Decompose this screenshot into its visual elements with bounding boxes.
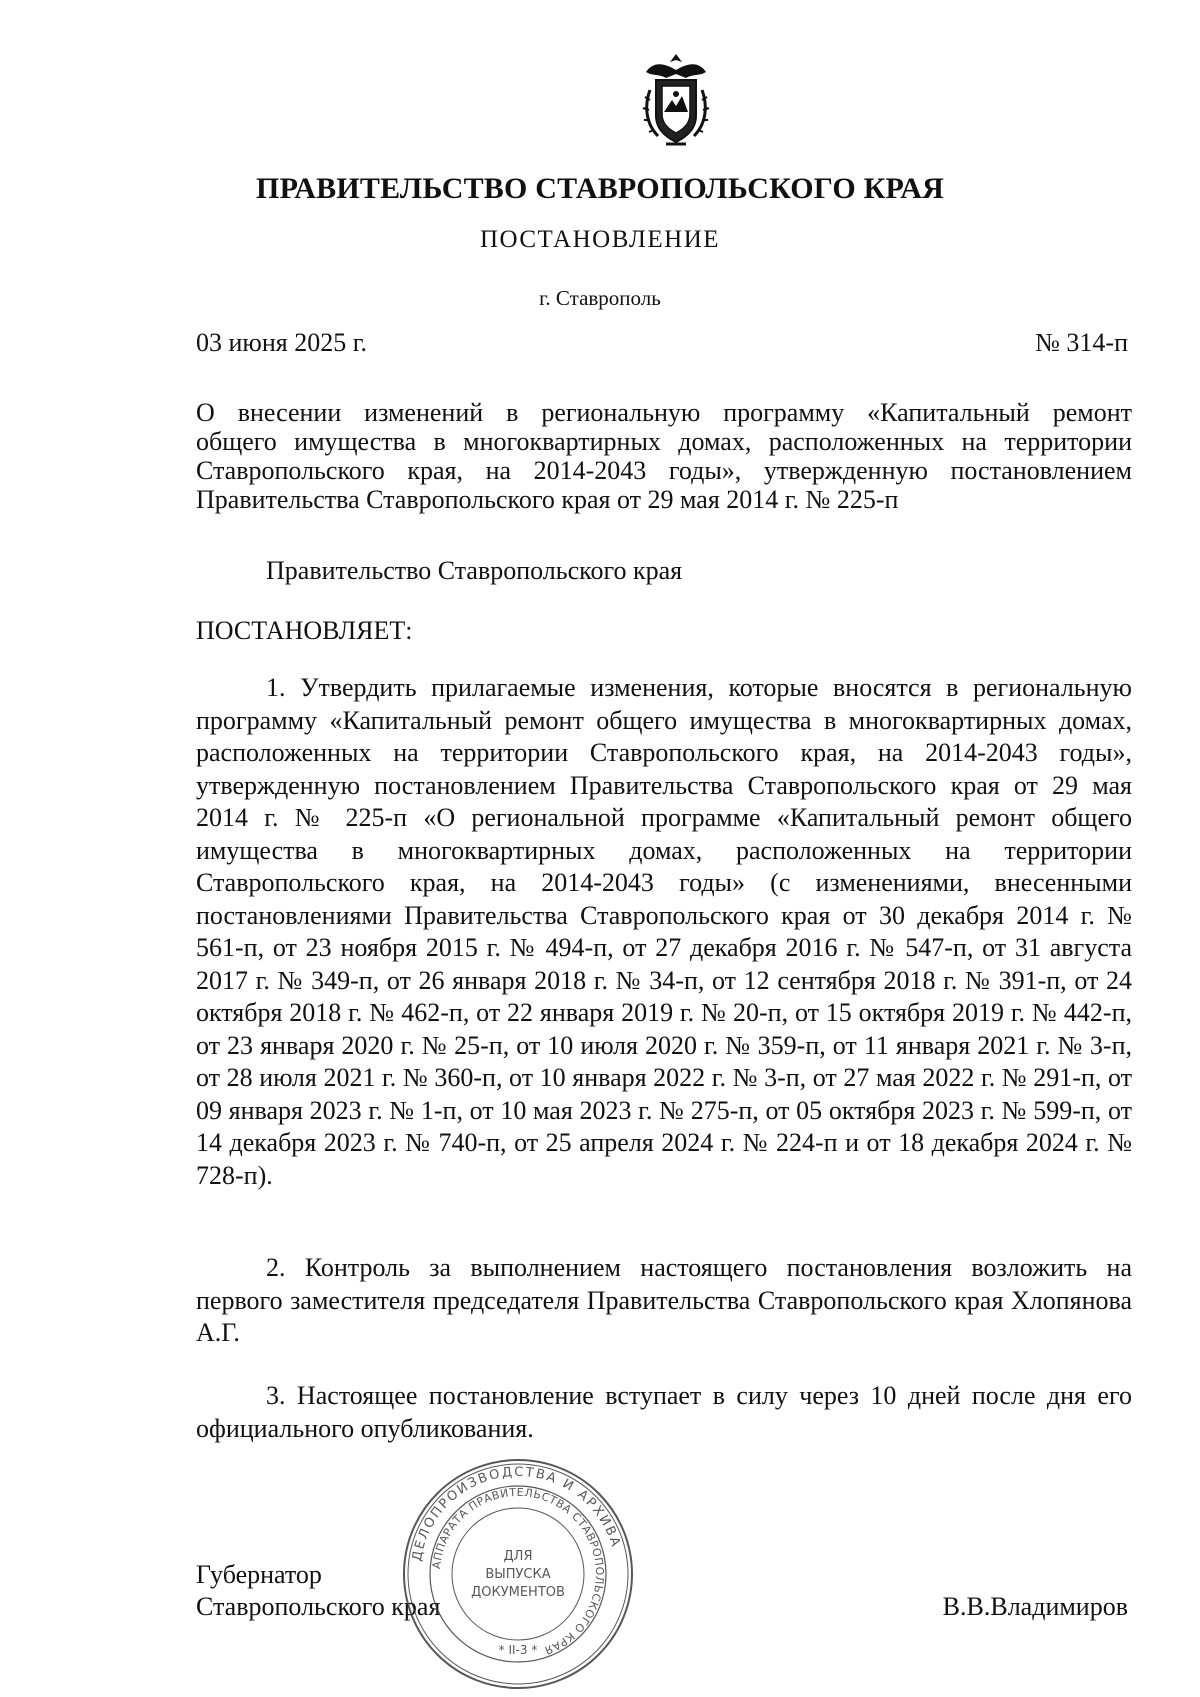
- stamp-outer-text: ДЕЛОПРОИЗВОДСТВА И АРХИВА: [409, 1464, 624, 1563]
- document-type: ПОСТАНОВЛЕНИЕ: [479, 226, 721, 253]
- official-stamp: [400, 1456, 636, 1692]
- document-number: № 314-п: [1035, 328, 1128, 357]
- preamble-organization: Правительство Ставропольского края: [266, 556, 683, 585]
- stamp-middle-text: АППАРАТА ПРАВИТЕЛЬСТВА СТАВРОПОЛЬСКОГО КРАЯ: [430, 1485, 607, 1658]
- stamp-center-line1: ДЛЯ: [503, 1549, 533, 1564]
- coat-of-arms-icon: [636, 50, 716, 150]
- document-subject: [196, 398, 1132, 514]
- paragraph-2: 2. Контроль за выполнением настоящего постановления возложить на первого заместителя председателя Правительства Ставропольского края Хлопянова А.Г.: [196, 1253, 1132, 1347]
- stamp-bottom-mark: * II-3 *: [498, 1643, 538, 1657]
- signatory-role-region: Ставропольского края: [196, 1592, 441, 1621]
- organization-title: ПРАВИТЕЛЬСТВО СТАВРОПОЛЬСКОГО КРАЯ: [256, 172, 944, 205]
- signatory-role: Губернатор: [196, 1560, 322, 1589]
- paragraph-3: 3. Настоящее постановление вступает в силу через 10 дней после дня его официального опубликования.: [196, 1381, 1132, 1443]
- signatory-name: В.В.Владимиров: [942, 1592, 1128, 1621]
- city-line: г. Ставрополь: [539, 286, 661, 310]
- subject-line: О внесении изменений в региональную программу «Капитальный ремонт: [196, 398, 1132, 427]
- paragraph-1: 1. Утвердить прилагаемые изменения, которые вносятся в региональную программу «Капитальный ремонт общего имущества в многоквартирных домах, расположенных на территории Ставропольского края, на 2014-2043 годы», утвержденную постановлением Правительства Ставропольского края от 29 мая 2014 г. № 225-п «О региональной программе «Капитальный ремонт общего имущества в многоквартирных домах, расположенных на территории Ставропольского края, на 2014-2043 годы» (с изменениями, внесенными постановлениями Правительства Ставропольского края от 30 декабря 2014 г. № 561-п, от 23 ноября 2015 г. № 494-п, от 27 декабря 2016 г. № 547-п, от 31 августа 2017 г. № 349-п, от 26 января 2018 г. № 34-п, от 12 сентября 2018 г. № 391-п, от 24 октября 2018 г. № 462-п, от 22 января 2019 г. № 20-п, от 15 октября 2019 г. № 442-п, от 23 января 2020 г. № 25-п, от 10 июля 2020 г. № 359-п, от 11 января 2021 г. № 3-п, от 28 июля 2021 г. № 360-п, от 10 января 2022 г. № 3-п, от 27 мая 2022 г. № 291-п, от 09 января 2023 г. № 1-п, от 10 мая 2023 г. № 275-п, от 05 октября 2023 г. № 599-п, от 14 декабря 2023 г. № 740-п, от 25 апреля 2024 г. № 224-п и от 18 декабря 2024 г. № 728-п).: [196, 673, 1132, 1190]
- stamp-center-line3: ДОКУМЕНТОВ: [471, 1585, 565, 1600]
- preamble-verb: ПОСТАНОВЛЯЕТ:: [196, 616, 413, 645]
- subject-line: Ставропольского края, на 2014-2043 годы», утвержденную постановлением: [196, 456, 1132, 485]
- subject-line: Правительства Ставропольского края от 29 мая 2014 г. № 225-п: [196, 485, 899, 514]
- subject-line: общего имущества в многоквартирных домах, расположенных на территории: [196, 427, 1132, 456]
- document-date: 03 июня 2025 г.: [196, 328, 367, 357]
- stamp-center-line2: ВЫПУСКА: [485, 1567, 551, 1582]
